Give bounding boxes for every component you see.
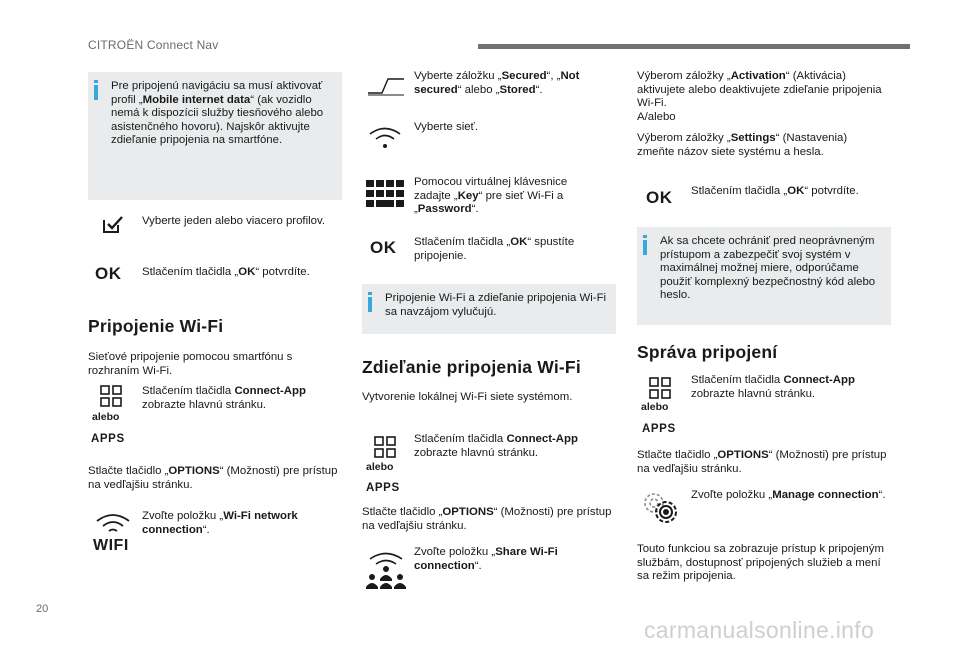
keyboard-icon [366,180,404,208]
connect-app-grid-icon [649,377,671,399]
wifi-signal-icon [367,126,403,150]
wifi-intro: Sieťové pripojenie pomocou smartfónu s rozhraním Wi-Fi. [88,351,293,377]
checkbox-check-icon [100,214,124,234]
tab-icon [366,74,406,96]
share-intro: Vytvorenie lokálnej Wi-Fi siete systémom. [362,391,573,403]
page-number: 20 [36,603,49,615]
wifi-text-icon: WIFI [93,537,129,554]
header-bar [478,44,910,49]
ok-icon: OK [95,264,122,283]
section-title-share: Zdieľanie pripojenia Wi-Fi [362,357,581,377]
activation-alt: A/alebo [637,110,676,123]
alebo-label: alebo [366,461,394,473]
step-connect-app: Stlačením tlačidla Connect-App zobrazte hlavnú stránku. [142,385,306,411]
manage-gear-icon [641,490,681,526]
section-title-wifi: Pripojenie Wi-Fi [88,316,224,336]
ok-icon: OK [646,188,673,207]
alebo-label: alebo [92,411,120,423]
apps-icon: APPS [91,433,125,445]
section-title-manage: Správa pripojení [637,342,778,362]
watermark: carmanualsonline.info [644,617,875,643]
info-note-text: Ak sa chcete ochrániť pred neoprávneným prístupom a zabezpečiť svoj systém v maximálnej možnej miere, odporúčame použiť komplexný bezpečnostný kód alebo heslo. [660,235,876,302]
alebo-label: alebo [641,401,669,413]
step-confirm-ok: Stlačením tlačidla „OK“ potvrdíte. [691,185,859,197]
step-select-tab: Vyberte záložku „Secured“, „Not secured“ alebo „Stored“. [414,70,580,96]
connect-app-grid-icon [100,385,122,407]
info-icon [94,80,98,100]
info-note-text: Pre pripojenú navigáciu sa musí aktivovať profil „Mobile internet data“ (ak vozidlo nemá k dispozícii služby tiesňového alebo asistenčného hovoru). Najskôr aktivujte zdieľanie pripojenia na smartfóne. [111,80,324,147]
info-note-security [637,227,891,325]
info-note-exclusive [362,284,616,334]
activation-text: Výberom záložky „Activation“ (Aktivácia) aktivujete alebo deaktivujete zdieľanie pripojenia Wi-Fi. A/alebo [637,70,882,123]
settings-text: Výberom záložky „Settings“ (Nastavenia) zmeňte názov siete systému a hesla. [637,132,848,158]
step-connect-app: Stlačením tlačidla Connect-App zobrazte hlavnú stránku. [414,433,578,459]
info-note-profile [88,72,342,200]
info-icon [643,235,647,255]
ok-icon: OK [370,238,397,257]
manage-outro: Touto funkciou sa zobrazuje prístup k pripojeným službám, dostupnosť pripojených služieb a mení sa režim pripojenia. [637,543,884,583]
info-note-text: Pripojenie Wi-Fi a zdieľanie pripojenia Wi-Fi sa navzájom vylučujú. [385,292,607,318]
step-share-wifi: Zvoľte položku „Share Wi-Fi connection“. [414,546,558,572]
step-connect-app: Stlačením tlačidla Connect-App zobrazte hlavnú stránku. [691,374,855,400]
connect-app-grid-icon [374,436,396,458]
apps-icon: APPS [642,423,676,435]
step-enter-key: Pomocou virtuálnej klávesnice zadajte „Key“ pre sieť Wi-Fi a „Password“. [414,176,568,216]
step-confirm-ok: Stlačením tlačidla „OK“ potvrdíte. [142,266,310,278]
share-wifi-icon [366,551,406,589]
step-manage-connection: Zvoľte položku „Manage connection“. [691,489,886,501]
step-wifi-connection: Zvoľte položku „Wi-Fi network connection“. [142,510,298,536]
step-options: Stlačte tlačidlo „OPTIONS“ (Možnosti) pre prístup na vedľajšiu stránku. [362,506,612,532]
info-icon [368,292,372,312]
wifi-icon [94,512,132,536]
header-title: CITROËN Connect Nav [88,38,219,52]
step-options: Stlačte tlačidlo „OPTIONS“ (Možnosti) pre prístup na vedľajšiu stránku. [88,465,338,491]
step-select-network: Vyberte sieť. [414,121,478,133]
apps-icon: APPS [366,482,400,494]
step-select-profiles: Vyberte jeden alebo viacero profilov. [142,215,325,227]
step-start-connection: Stlačením tlačidla „OK“ spustíte pripojenie. [414,236,575,262]
step-options: Stlačte tlačidlo „OPTIONS“ (Možnosti) pre prístup na vedľajšiu stránku. [637,449,887,475]
